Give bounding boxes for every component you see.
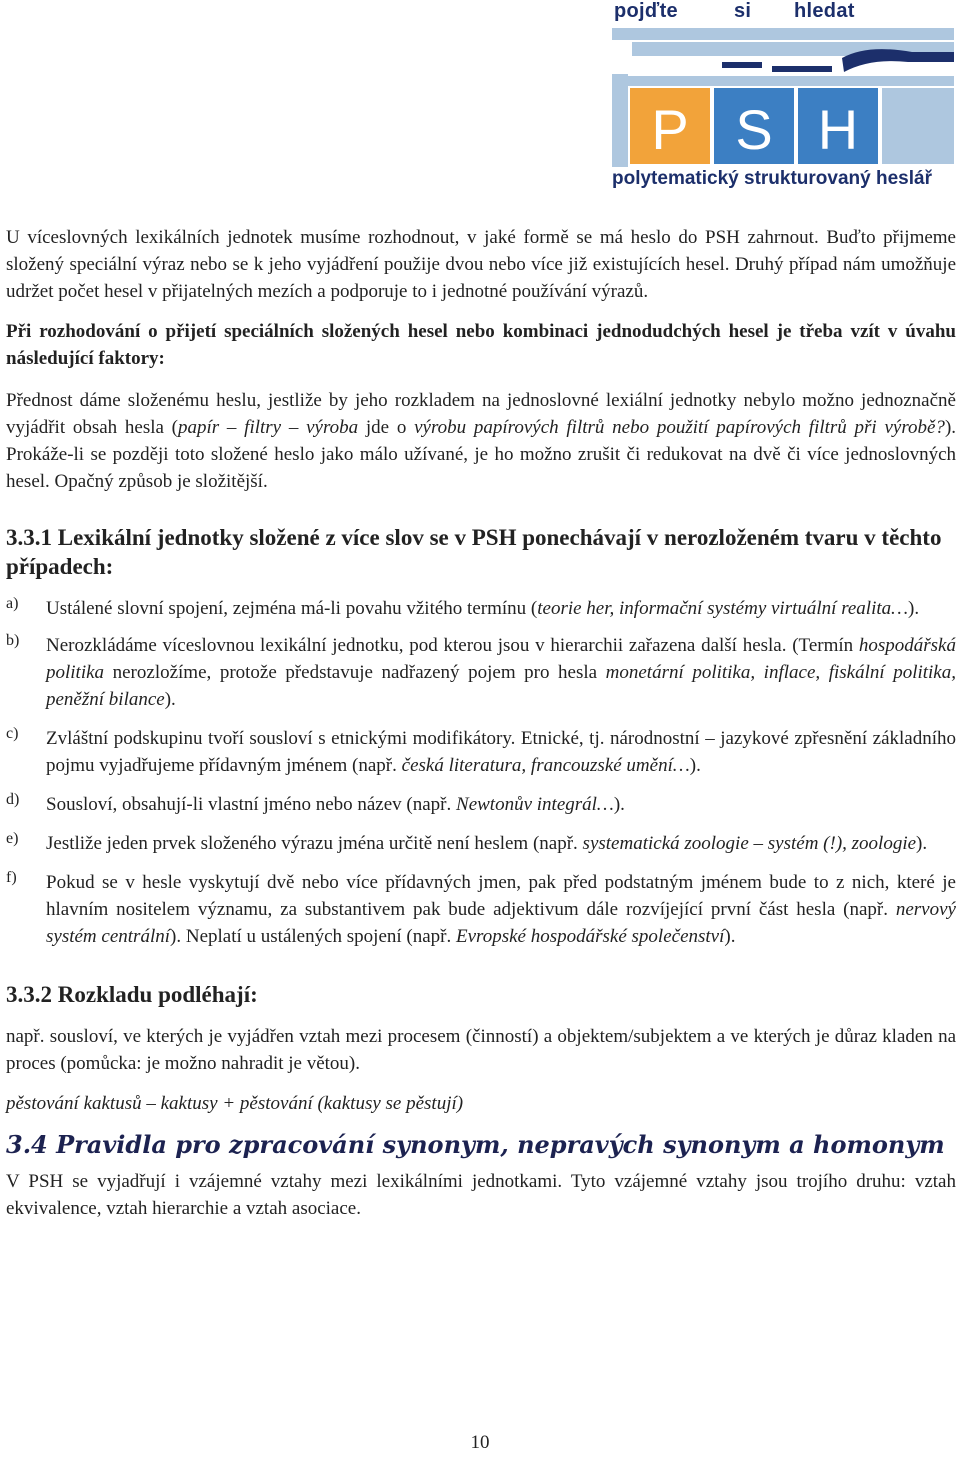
- list-item-a: a) Ustálené slovní spojení, zejména má-li povahu vžitého termínu (teorie her, informační systémy virtuální realita…).: [6, 595, 920, 619]
- page-number: 10: [470, 1432, 490, 1453]
- paragraph-factors-heading: Při rozhodování o přijetí speciálních složených hesel nebo kombinaci jednodudchých hesel je třeba vzít v úvahu následující faktory:: [6, 321, 956, 369]
- logo-word-1: pojďte: [614, 0, 678, 22]
- heading-3-3-2: 3.3.2 Rozkladu podléhají:: [6, 982, 258, 1007]
- logo-letter-s: S: [735, 98, 773, 161]
- logo-letter-h: H: [817, 98, 859, 161]
- logo-word-3: hledat: [794, 0, 855, 22]
- logo-word-2: si: [734, 0, 752, 22]
- logo-slogan: [612, 0, 954, 24]
- paragraph-decomposition: např. sousloví, ve kterých je vyjádřen vztah mezi procesem (činností) a objektem/subjektem a ve kterých je důraz kladen na proces (pomůcka: je možno nahradit je větou).: [6, 1026, 956, 1074]
- list-item-b: b) Nerozkládáme víceslovnou lexikální jednotku, pod kterou jsou v hierarchii zařazena další hesla. (Termín hospodářská politika nerozložíme, protože představuje nadřazený pojem pro hesla monetární politika, inflace, fiskální politika, peněžní bilance).: [6, 632, 956, 710]
- paragraph-preference: Přednost dáme složenému heslu, jestliže by jeho rozkladem na jednoslovné lexiální jednotky nebylo možno jednoznačně vyjádřit obsah hesla (papír – filtry – výroba jde o výrobu papírových filtrů nebo použití papírových filtrů při výrobě?). Prokáže-li se později toto složené heslo jako málo užívané, je ho možno zrušit či redukovat na dvě či více jednoslovných hesel. Opačný způsob je složitější.: [6, 390, 957, 492]
- heading-3-3-1: 3.3.1 Lexikální jednotky složené z více slov se v PSH ponechávají v nerozloženém tvaru v těchto případech:: [6, 525, 942, 579]
- list-item-e: e) Jestliže jeden prvek složeného výrazu jména určitě není heslem (např. systematická zoologie – systém (!), zoologie).: [6, 830, 928, 854]
- example-decomposition: pěstování kaktusů – kaktusy + pěstování (kaktusy se pěstují): [6, 1093, 464, 1114]
- logo-tagline: polytematický strukturovaný heslář: [612, 168, 932, 189]
- psh-logo: [612, 0, 954, 194]
- paragraph-relations: V PSH se vyjadřují i vzájemné vztahy mezi lexikálními jednotkami. Tyto vzájemné vztahy jsou trojího druhu: vztah ekvivalence, vztah hierarchie a vztah asociace.: [6, 1171, 956, 1219]
- paragraph-intro: U víceslovných lexikálních jednotek musíme rozhodnout, v jaké formě se má heslo do PSH zahrnout. Buďto přijmeme složený speciální výraz nebo se k jeho vyjádření použije dvou nebo více již existujících hesel. Druhý případ nám umožňuje udržet počet hesel v přijatelných mezích a podporuje to i jednotné používání výrazů.: [6, 227, 956, 302]
- list-item-d: d) Sousloví, obsahují-li vlastní jméno nebo název (např. Newtonův integrál…).: [6, 791, 625, 815]
- list-item-f: f) Pokud se v hesle vyskytují dvě nebo více přídavných jmen, pak před podstatným jménem bude to z nich, které je hlavním nositelem významu, za substantivem pak bude adjektivum dále rozvíjející první část hesla (např. nervový systém centrální). Neplatí u ustálených spojení (např. Evropské hospodářské společenství).: [6, 869, 956, 947]
- logo-letter-p: P: [651, 98, 689, 161]
- logo-grid: [612, 28, 954, 167]
- list-item-c: c) Zvláštní podskupinu tvoří sousloví s etnickými modifikátory. Etnické, tj. národnostní – jazykové zpřesnění základního pojmu vyjadřujeme přídavným jménem (např. česká literatura, francouzské umění…).: [6, 725, 956, 776]
- page-body: [6, 224, 956, 1222]
- heading-3-4: 3.4 Pravidla pro zpracování synonym, nepravých synonym a homonym: [6, 1130, 945, 1159]
